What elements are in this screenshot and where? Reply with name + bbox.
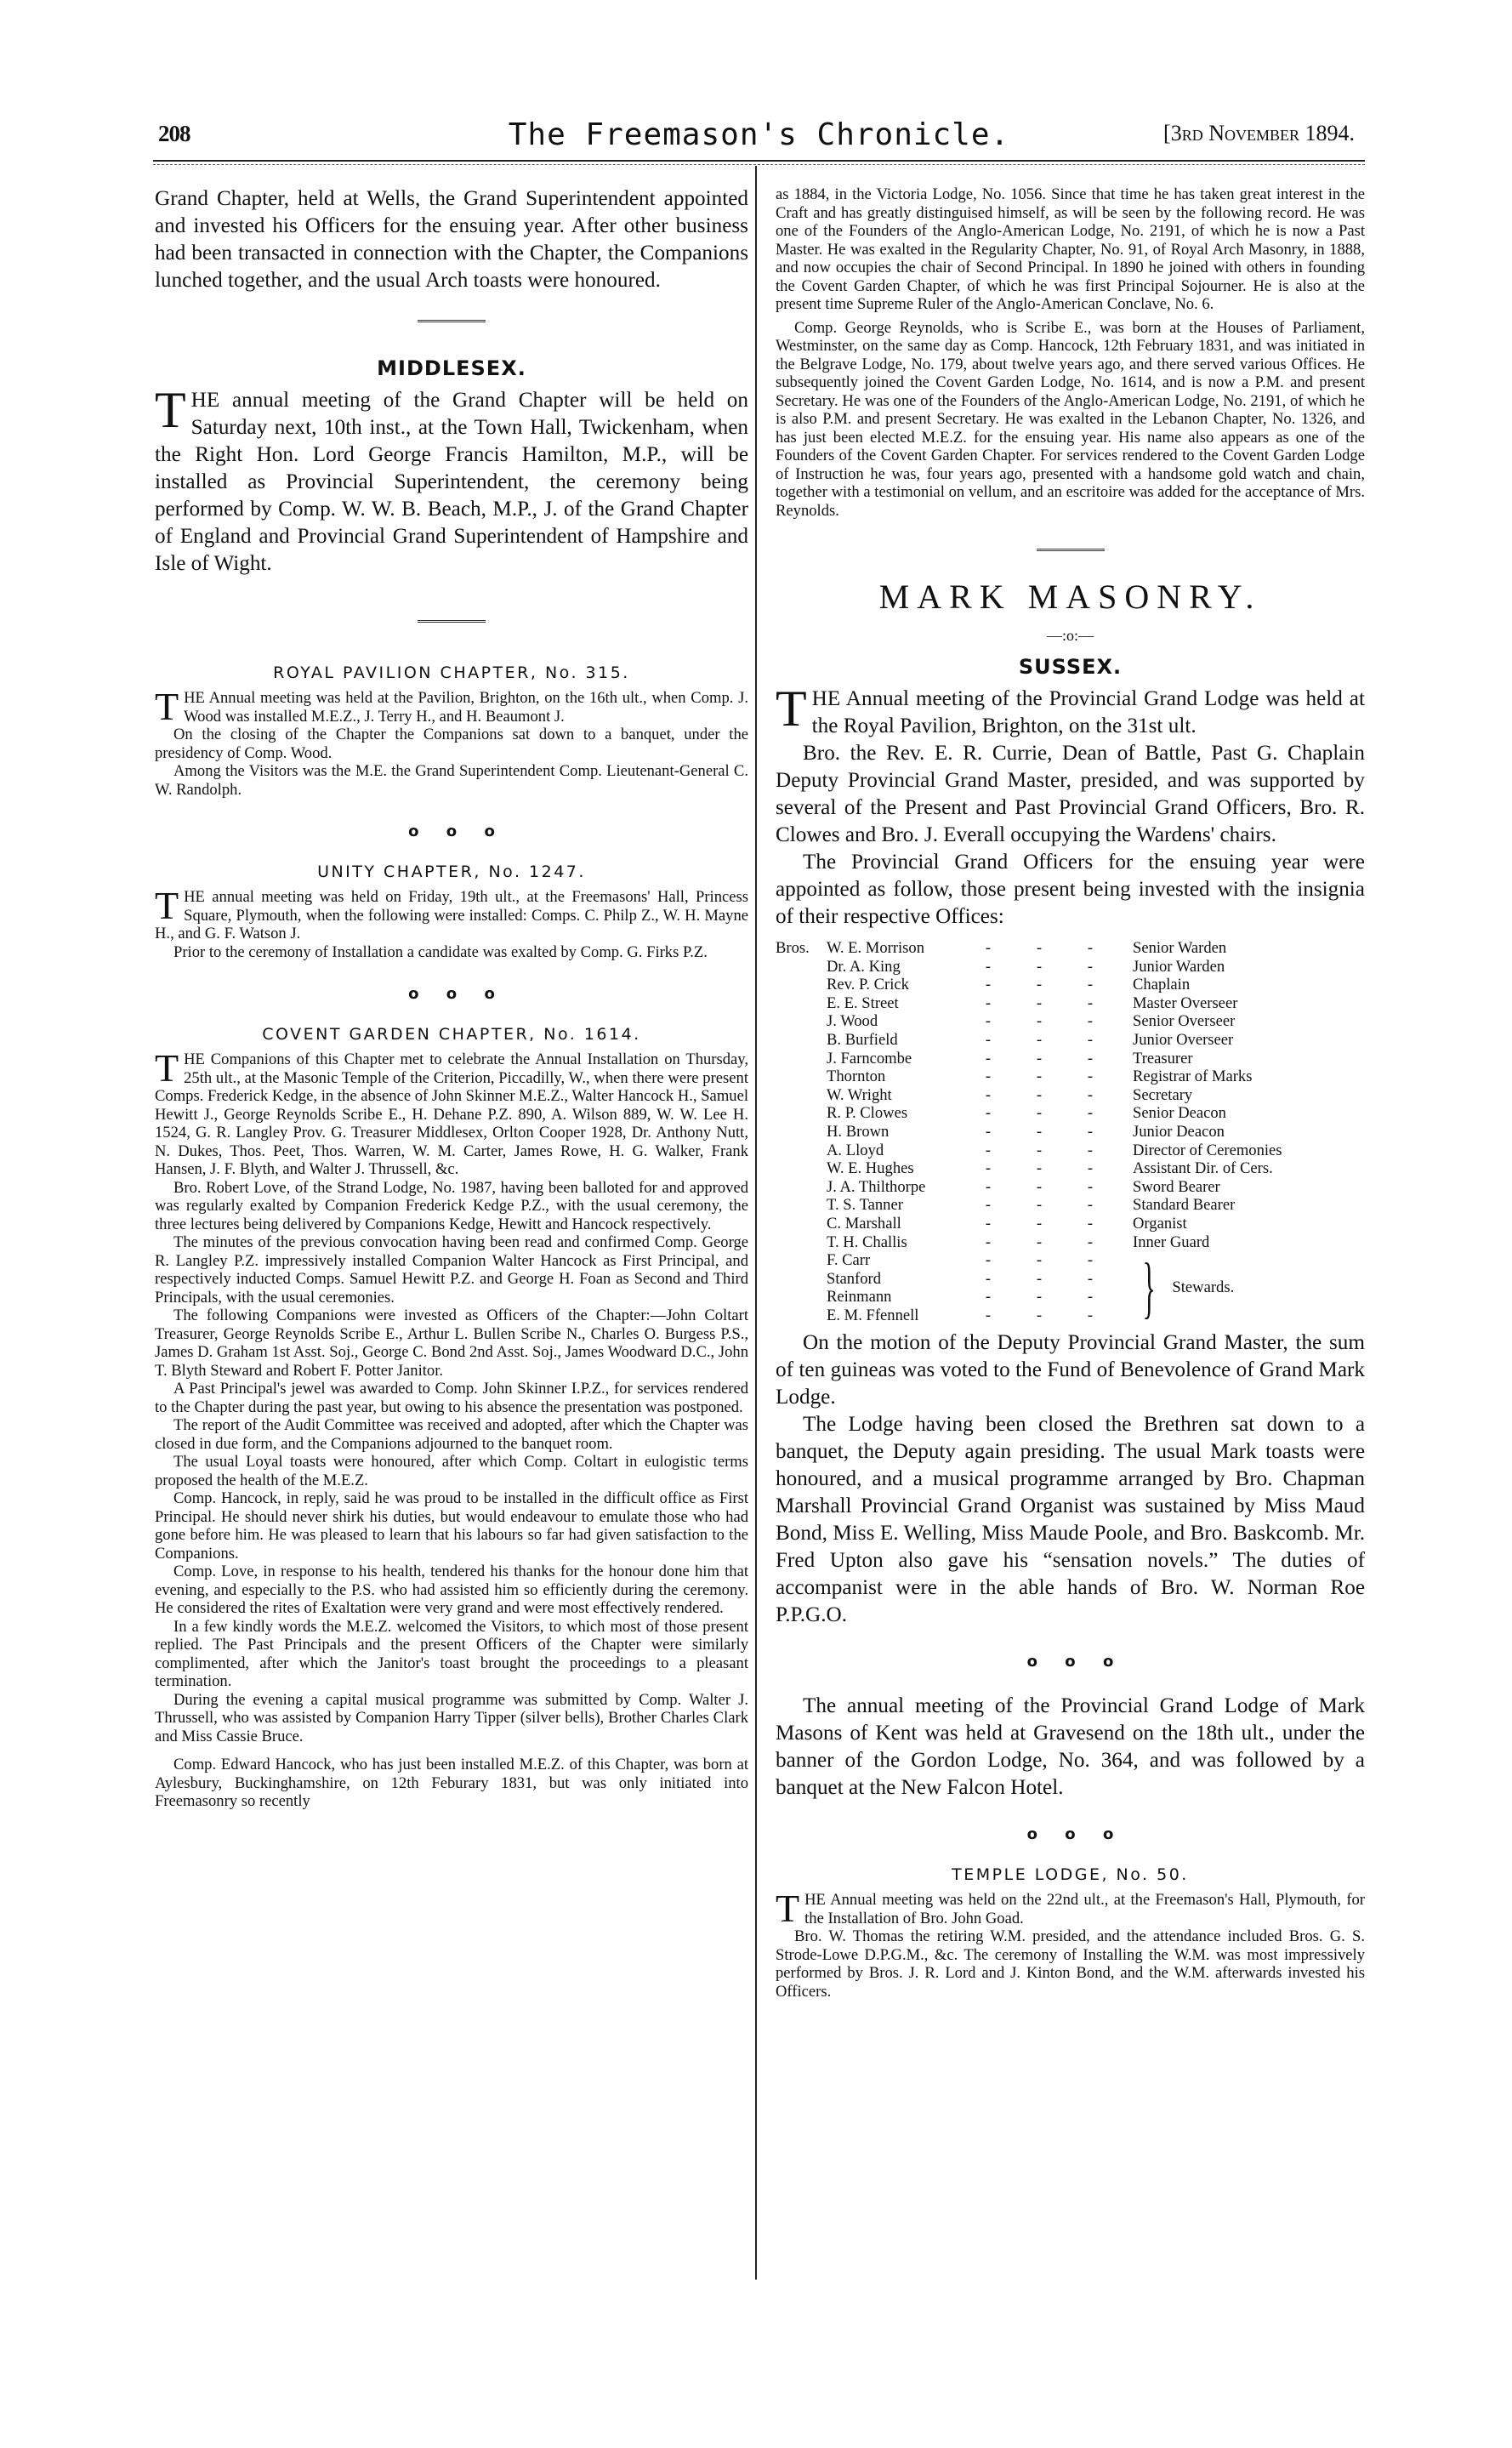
middlesex-text: HE annual meeting of the Grand Chapter will be held on Saturday next, 10th inst., at the Town Hall, Twickenham, when the Right Hon. Lord George Francis Hamilton, M.P., will be installed as Provincial Superintendent, the ceremony being performed by Comp. W. W. B. Beach, M.P., J. of the Grand Chapter of England and Provincial Grand Superintendent of Hampshire and Isle of Wight. xyxy=(155,389,748,575)
officer-office: Senior Deacon xyxy=(1133,1104,1226,1123)
separator-ornament: o o o xyxy=(408,985,495,1003)
brace-icon: } xyxy=(1142,1250,1156,1326)
officer-office: Master Overseer xyxy=(1133,993,1238,1012)
covent-garden-paragraph: The usual Loyal toasts were honoured, after which Comp. Coltart in eulogistic terms proposed the health of the M.E.Z. xyxy=(155,1453,748,1489)
officer-prefix xyxy=(776,1104,827,1123)
steward-row xyxy=(776,1251,1365,1270)
officer-name: C. Marshall xyxy=(827,1214,901,1233)
officer-name: W. E. Hughes xyxy=(827,1159,914,1178)
masthead-rule xyxy=(153,160,1365,162)
leader-dots: - - - xyxy=(985,1233,1094,1251)
officer-name: J. Wood xyxy=(827,1012,878,1031)
officer-prefix xyxy=(776,1288,827,1307)
officer-prefix xyxy=(776,1159,827,1178)
section-heading-royal-pavilion: ROYAL PAVILION CHAPTER, No. 315. xyxy=(273,663,630,682)
officer-row xyxy=(776,1012,1365,1031)
officer-office: Sword Bearer xyxy=(1133,1177,1220,1196)
leader-dots: - - - xyxy=(985,1030,1094,1049)
drop-cap: T xyxy=(155,685,179,728)
officer-row xyxy=(776,1196,1365,1215)
officer-name: Thornton xyxy=(827,1067,886,1086)
leader-dots: - - - xyxy=(985,1159,1094,1178)
officers-table xyxy=(776,939,1365,1324)
officer-office: Registrar of Marks xyxy=(1133,1067,1253,1086)
leader-dots: - - - xyxy=(985,1288,1094,1307)
officer-prefix xyxy=(776,1196,827,1215)
leader-dots: - - - xyxy=(985,1214,1094,1233)
officer-office: Junior Warden xyxy=(1133,957,1225,976)
royal-pavilion-paragraph: On the closing of the Chapter the Companions sat down to a banquet, under the presidency of Comp. Wood. xyxy=(155,726,748,762)
intro-paragraph: Grand Chapter, held at Wells, the Grand Superintendent appointed and invested his Officers for the ensuing year. After other business had been transacted in connection with the Chapter, the Companions lunched together, and the usual Arch toasts were honoured. xyxy=(155,187,748,292)
royal-pavilion-paragraph: Among the Visitors was the M.E. the Grand Superintendent Comp. Lieutenant-General C. W. Randolph. xyxy=(155,762,748,799)
leader-dots: - - - xyxy=(985,976,1094,994)
masthead-rule-secondary xyxy=(153,164,1365,165)
officer-name: E. E. Street xyxy=(827,993,899,1012)
officer-row xyxy=(776,1050,1365,1068)
officer-row xyxy=(776,1086,1365,1105)
officer-row xyxy=(776,994,1365,1013)
officer-prefix xyxy=(776,1067,827,1086)
officer-prefix xyxy=(776,1050,827,1068)
officer-office: Assistant Dir. of Cers. xyxy=(1133,1159,1273,1178)
date-bracket: [ xyxy=(1163,121,1171,145)
section-heading-mark-masonry: MARK MASONRY. xyxy=(878,578,1262,616)
section-rule xyxy=(1037,549,1105,551)
officer-prefix xyxy=(776,976,827,994)
section-heading-covent-garden: COVENT GARDEN CHAPTER, No. 1614. xyxy=(262,1025,641,1044)
officer-office: Senior Overseer xyxy=(1133,1012,1236,1031)
date-year: 1894. xyxy=(1305,121,1355,145)
drop-cap: T xyxy=(155,1046,179,1090)
leader-dots: - - - xyxy=(985,1067,1094,1086)
date-month: November xyxy=(1208,121,1299,145)
drop-cap: T xyxy=(776,680,807,737)
leader-dots: - - - xyxy=(985,993,1094,1012)
steward-name: F. Carr xyxy=(827,1251,871,1270)
covent-garden-paragraph: Bro. Robert Love, of the Strand Lodge, No. 1987, having been balloted for and approved was regularly exalted by Companion Frederick Kedge P.Z., with the usual ceremony, the three lectures being delivered by Companions Kedge, Hewitt and Hancock respectively. xyxy=(155,1178,748,1233)
officer-prefix xyxy=(776,1086,827,1105)
drop-cap: T xyxy=(155,884,179,927)
officer-office: Secretary xyxy=(1133,1085,1193,1104)
officer-prefix xyxy=(776,1270,827,1289)
officer-prefix xyxy=(776,1307,827,1325)
officer-office: Junior Deacon xyxy=(1133,1122,1225,1141)
covent-garden-paragraph: The report of the Audit Committee was received and adopted, after which the Chapter was closed in due form, and the Companions adjourned to the banquet room. xyxy=(155,1416,748,1453)
separator-ornament: o o o xyxy=(1026,1653,1114,1671)
continued-paragraph: as 1884, in the Victoria Lodge, No. 1056. Since that time he has taken great interest in the Craft and has greatly distinguised himself, as will be seen by the following record. He was one of the Founders of the Anglo-American Lodge, No. 2191, of which he is now a Past Master. He was exalted in the Regularity Chapter, No. 91, of Royal Arch Masonry, in 1888, and now occupies the chair of Second Principal. In 1890 he joined with others in founding the Covent Garden Chapter, of which he was first Principal Sojourner. He is also at the present time Supreme Ruler of the Anglo-American Conclave, No. 6. xyxy=(776,185,1365,313)
stewards-label: Stewards. xyxy=(1172,1278,1235,1297)
leader-dots: - - - xyxy=(985,1251,1094,1270)
paragraph-text: HE Companions of this Chapter met to celebrate the Annual Installation on Thursday, 25th ult., at the Masonic Temple of the Criterion, Piccadilly, W., when there were present Comps. Frederick Kedge, in the absence of John Skinner M.E.Z., Walter Hancock H., Samuel Hewitt J., George Reynolds Scribe E., H. Dehane P.Z. 890, A. Wilson 889, W. W. Lee H. 1524, G. R. Langley Prov. G. Treasurer Middlesex, Orlton Cooper 1928, Dr. Anthony Nutt, N. Dukes, Thos. Peet, Thos. Warren, W. M. Carter, James Rowe, H. G. Walker, Frank Hansen, J. F. Blyth, and Walter J. Thrussell, &c. xyxy=(155,1050,748,1178)
officer-office: Standard Bearer xyxy=(1133,1196,1236,1215)
sussex-paragraph: The Lodge having been closed the Brethren sat down to a banquet, the Deputy again presiding. The usual Mark toasts were honoured, and a musical programme arranged by Bro. Chapman Marshall Provincial Grand Organist was sustained by Miss Maud Bond, Miss E. Welling, Miss Maude Poole, and Bro. Baskcomb. Mr. Fred Upton also gave his “sensation novels.” The duties of accompanist were in the able hands of Bro. W. Norman Roe P.P.G.O. xyxy=(776,1413,1365,1627)
separator-ornament: o o o xyxy=(1026,1825,1114,1844)
date-day: 3rd xyxy=(1170,121,1203,145)
officer-row xyxy=(776,958,1365,976)
separator-ornament: o o o xyxy=(408,823,495,840)
officer-row xyxy=(776,1178,1365,1197)
temple-lodge-paragraph xyxy=(776,1887,1365,1931)
officer-prefix xyxy=(776,1123,827,1141)
covent-garden-paragraph xyxy=(155,1046,748,1179)
leader-dots: - - - xyxy=(985,1104,1094,1123)
section-rule xyxy=(418,320,486,322)
section-heading-sussex: SUSSEX. xyxy=(1018,655,1123,679)
officer-office: Chaplain xyxy=(1133,976,1191,994)
officer-row xyxy=(776,1123,1365,1141)
leader-dots: - - - xyxy=(985,1196,1094,1215)
page-number: 208 xyxy=(158,121,190,146)
officer-name: R. P. Clowes xyxy=(827,1104,908,1123)
officer-name: J. A. Thilthorpe xyxy=(827,1177,926,1196)
officer-prefix xyxy=(776,1178,827,1197)
officer-row xyxy=(776,1031,1365,1050)
officer-prefix xyxy=(776,1233,827,1252)
covent-garden-paragraph: Comp. Hancock, in reply, said he was proud to be installed in the difficult office as First Principal. He should never shirk his duties, but would endeavour to emulate those who had gone before him. He was pleased to learn that his labours so far had given satisfaction to the Companions. xyxy=(155,1489,748,1563)
royal-pavilion-paragraph xyxy=(155,685,748,728)
officer-office: Junior Overseer xyxy=(1133,1030,1234,1049)
officer-prefix xyxy=(776,1012,827,1031)
officer-office: Treasurer xyxy=(1133,1049,1193,1067)
leader-dots: - - - xyxy=(985,939,1094,957)
officer-name: T. H. Challis xyxy=(827,1233,907,1251)
officer-name: J. Farncombe xyxy=(827,1049,912,1067)
covent-garden-paragraph: During the evening a capital musical programme was submitted by Comp. Walter J. Thrussell, who was assisted by Companion Harry Tipper (silver bells), Brother Charles Clark and Miss Cassie Bruce. xyxy=(155,1690,748,1745)
paragraph-text: HE Annual meeting of the Provincial Grand Lodge was held at the Royal Pavilion, Brighton, on the 31st ult. xyxy=(811,687,1365,737)
officer-row xyxy=(776,1215,1365,1233)
unity-paragraph xyxy=(155,884,748,943)
leader-dots: - - - xyxy=(985,1177,1094,1196)
steward-name: Stanford xyxy=(827,1269,882,1288)
officer-name: W. E. Morrison xyxy=(827,939,925,957)
leader-dots: - - - xyxy=(985,1012,1094,1031)
steward-name: Reinmann xyxy=(827,1288,892,1307)
officer-prefix xyxy=(776,1215,827,1233)
leader-dots: - - - xyxy=(985,1269,1094,1288)
steward-name: E. M. Ffennell xyxy=(827,1306,919,1324)
covent-garden-paragraph: The following Companions were invested as Officers of the Chapter:—John Coltart Treasurer, George Reynolds Scribe E., Arthur L. Bullen Scribe N., Charles O. Burgess P.S., James D. Graham 1st Asst. Soj., George C. Bond 2nd Asst. Soj., James Woodward D.C., John T. Blyth Steward and Robert F. Potter Janitor. xyxy=(155,1307,748,1380)
leader-dots: - - - xyxy=(985,1306,1094,1324)
officer-name: B. Burfield xyxy=(827,1030,898,1049)
column-divider xyxy=(755,166,757,2280)
officer-name: T. S. Tanner xyxy=(827,1196,903,1215)
covent-garden-paragraph: In a few kindly words the M.E.Z. welcomed the Visitors, to which most of those present replied. The Past Principals and the present Officers of the Chapter were similarly complimented, after which the Janitor's toast brought the proceedings to a pleasant termination. xyxy=(155,1617,748,1690)
covent-garden-paragraph: A Past Principal's jewel was awarded to Comp. John Skinner I.P.Z., for services rendered to the Chapter during the past year, but owing to his absence the presentation was postponed. xyxy=(155,1380,748,1416)
unity-paragraph: Prior to the ceremony of Installation a candidate was exalted by Comp. G. Firks P.Z. xyxy=(173,942,708,961)
officer-office: Organist xyxy=(1133,1214,1187,1233)
officer-prefix xyxy=(776,1251,827,1270)
officer-row xyxy=(776,1233,1365,1252)
officer-row xyxy=(776,1104,1365,1123)
officer-office: Inner Guard xyxy=(1133,1233,1210,1251)
officer-name: H. Brown xyxy=(827,1122,890,1141)
middlesex-paragraph xyxy=(155,382,748,578)
temple-lodge-paragraph: Bro. W. Thomas the retiring W.M. presided, and the attendance included Bros. G. S. Strode-Lowe D.P.G.M., &c. The ceremony of Installing the W.M. was most impressively performed by Bros. J. R. Lord and J. Kinton Bond, and the W.M. afterwards invested his Officers. xyxy=(776,1927,1365,2001)
officer-name: W. Wright xyxy=(827,1085,892,1104)
masthead xyxy=(153,119,1365,153)
covent-garden-paragraph: The minutes of the previous convocation having been read and confirmed Comp. George R. Langley P.Z. impressively installed Companion Walter Hancock as First Principal, and respectively inducted Comps. Samuel Hewitt P.Z. and George H. Foan as Second and Third Principals, with the usual ceremonies. xyxy=(155,1233,748,1307)
covent-garden-paragraph: Comp. Love, in response to his health, tendered his thanks for the honour done him that evening, and especially to the P.S. who had assisted him so efficiently during the ceremony. He considered the rites of Exaltation were very grand and were most effectively rendered. xyxy=(155,1563,748,1617)
officer-row xyxy=(776,1067,1365,1086)
officer-row xyxy=(776,939,1365,958)
officer-prefix xyxy=(776,1141,827,1160)
kent-paragraph: The annual meeting of the Provincial Grand Lodge of Mark Masons of Kent was held at Gravesend on the 18th ult., under the banner of the Gordon Lodge, No. 364, and was followed by a banquet at the New Falcon Hotel. xyxy=(776,1694,1365,1800)
officer-name: A. Lloyd xyxy=(827,1141,884,1159)
publication-title: The Freemason's Chronicle. xyxy=(508,117,1010,152)
officer-prefix xyxy=(776,1031,827,1050)
officer-prefix xyxy=(776,994,827,1013)
officer-row xyxy=(776,976,1365,994)
section-heading-temple-lodge: TEMPLE LODGE, No. 50. xyxy=(952,1865,1189,1885)
paragraph-text: HE Annual meeting was held on the 22nd ult., at the Freemason's Hall, Plymouth, for the Installation of Bro. John Goad. xyxy=(804,1891,1365,1927)
officer-row xyxy=(776,1141,1365,1160)
section-rule xyxy=(418,620,486,623)
leader-dots: - - - xyxy=(985,1085,1094,1104)
leader-dots: - - - xyxy=(985,957,1094,976)
officer-prefix: Bros. xyxy=(776,939,810,957)
officer-name: Dr. A. King xyxy=(827,957,901,976)
issue-date xyxy=(1163,121,1355,146)
sussex-paragraph: The Provincial Grand Officers for the ensuing year were appointed as follow, those present being invested with the insignia of their respective Offices: xyxy=(776,851,1365,928)
officer-office: Director of Ceremonies xyxy=(1133,1141,1282,1159)
leader-dots: - - - xyxy=(985,1141,1094,1159)
drop-cap: T xyxy=(155,382,186,438)
leader-dots: - - - xyxy=(985,1122,1094,1141)
drop-cap: T xyxy=(776,1887,800,1931)
paragraph-text: HE Annual meeting was held at the Pavilion, Brighton, on the 16th ult., when Comp. J. Wood was installed M.E.Z., J. Terry H., and H. Beaumont J. xyxy=(184,689,748,726)
heading-ornament: —:o:— xyxy=(1046,627,1094,644)
officer-prefix xyxy=(776,958,827,976)
officer-row xyxy=(776,1159,1365,1178)
officer-office: Senior Warden xyxy=(1133,939,1227,957)
covent-garden-paragraph: Comp. Edward Hancock, who has just been installed M.E.Z. of this Chapter, was born at Aylesbury, Buckinghamshire, on 12th Feburary 1831, but was only initiated into Freemasonry so recently xyxy=(155,1756,748,1810)
right-column xyxy=(776,185,1365,2001)
sussex-paragraph xyxy=(776,680,1365,740)
left-column xyxy=(155,185,748,1811)
stewards-group xyxy=(1133,1251,1365,1324)
section-heading-middlesex: MIDDLESEX. xyxy=(377,356,526,380)
officer-name: Rev. P. Crick xyxy=(827,976,909,994)
sussex-paragraph: Bro. the Rev. E. R. Currie, Dean of Battle, Past G. Chaplain Deputy Provincial Grand Master, presided, and was supported by several of the Present and Past Provincial Grand Officers, Bro. R. Clowes and Bro. J. Everall occupying the Wardens' chairs. xyxy=(776,742,1365,846)
continued-paragraph: Comp. George Reynolds, who is Scribe E., was born at the Houses of Parliament, Westminster, on the same day as Comp. Hancock, 12th February 1831, and was initiated in the Belgrave Lodge, No. 179, about twelve years ago, and there served various Offices. He subsequently joined the Covent Garden Lodge, No. 1614, and is now a P.M. and present Secretary. He was one of the Founders of the Anglo-American Lodge, No. 2191, of which he is also P.M. and present Secretary. He was exalted in the Lebanon Chapter, No. 1326, and has just been elected M.E.Z. for the ensuing year. His name also appears as one of the Founders of the Covent Garden Chapter. For services rendered to the Covent Garden Lodge of Instruction he was, four years ago, presented with a handsome gold watch and chain, together with a testimonial on vellum, and an escritoire was added for the acceptance of Mrs. Reynolds. xyxy=(776,318,1365,520)
sussex-paragraph: On the motion of the Deputy Provincial Grand Master, the sum of ten guineas was voted to the Fund of Benevolence of Grand Mark Lodge. xyxy=(776,1331,1365,1409)
leader-dots: - - - xyxy=(985,1049,1094,1067)
section-heading-unity: UNITY CHAPTER, No. 1247. xyxy=(317,862,586,881)
paragraph-text: HE annual meeting was held on Friday, 19th ult., at the Freemasons' Hall, Princess Square, Plymouth, when the following were installed: Comps. C. Philp Z., W. H. Mayne H., and G. F. Watson J. xyxy=(155,888,748,942)
